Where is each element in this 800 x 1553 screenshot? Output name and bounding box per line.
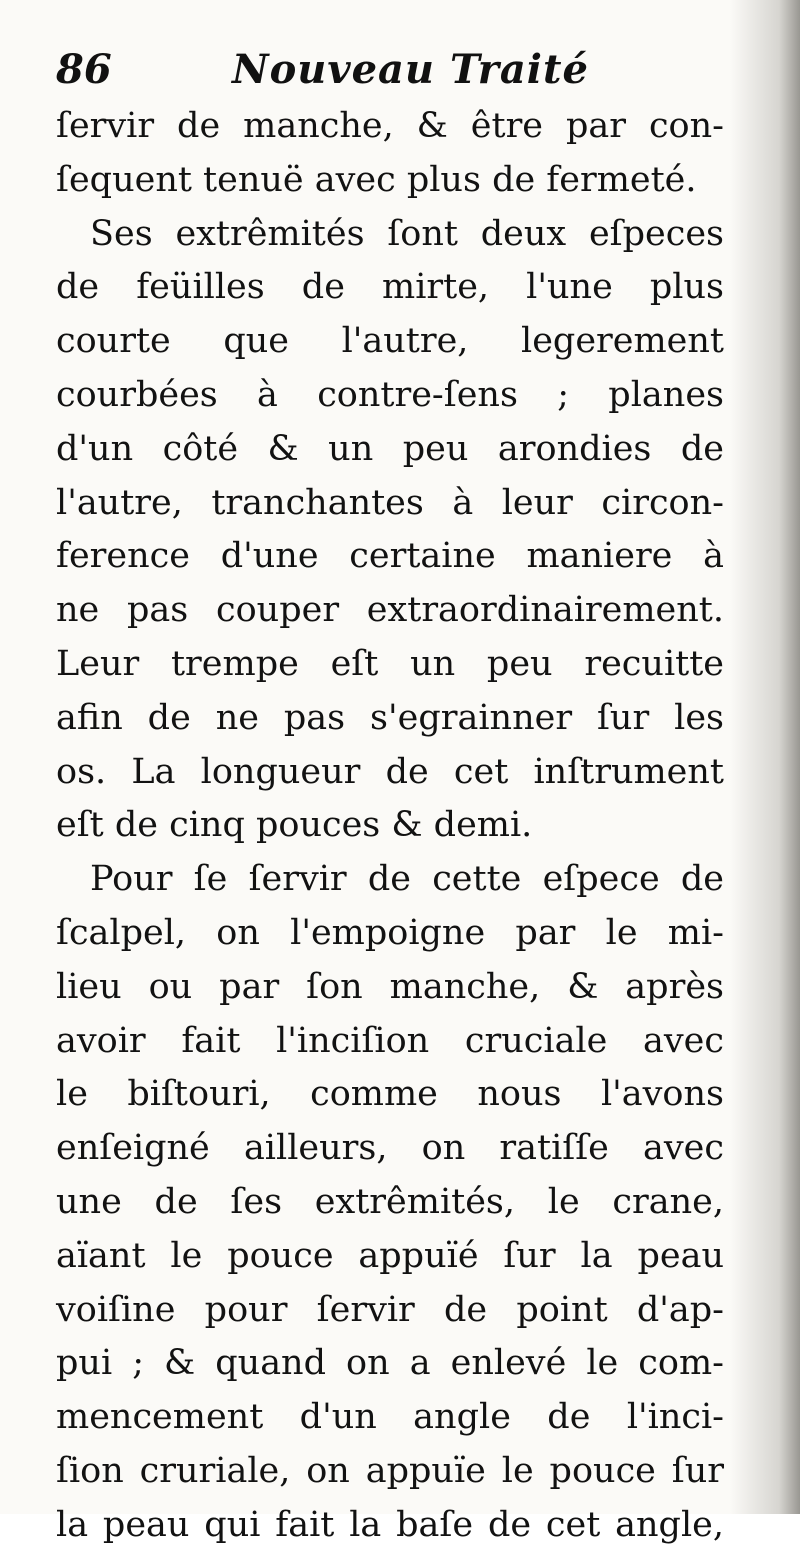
page-number: 86 [56,46,112,93]
text-line: la peau qui fait la baſe de cet angle, [56,1504,724,1545]
text-line: avoir fait l'inciſion cruciale avec [56,1020,724,1061]
text-line: Pour ſe ſervir de cette eſpece de [90,859,724,900]
text-line: ſion cruriale, on appuïe le pouce ſur [56,1450,724,1491]
text-line: courbées à contre-ſens ; planes [56,374,724,415]
text-line: d'un côté & un peu arondies de [56,428,724,469]
text-line: ne pas couper extraordinairement. [56,590,724,631]
text-line: ſcalpel, on l'empoigne par le mi- [56,912,724,953]
text-line: ference d'une certaine maniere à [56,536,724,577]
text-line: Leur trempe eſt un peu recuitte [56,643,724,684]
text-line: voiſine pour ſervir de point d'ap- [56,1289,724,1330]
body-text [56,100,724,1553]
text-line: ſervir de manche, & être par con- [56,106,724,146]
text-line: l'autre, tranchantes à leur circon- [56,482,724,523]
text-line: courte que l'autre, legerement [56,321,724,362]
text-line: lieu ou par ſon manche, & après [56,966,724,1007]
text-line: ſequent tenuë avec plus de fermeté. [56,159,697,200]
text-line: afin de ne pas s'egrainner ſur les [56,697,724,738]
text-line: pui ; & quand on a enlevé le com- [56,1343,724,1384]
text-line: mencement d'un angle de l'inci- [56,1397,724,1438]
text-line: une de ſes extrêmités, le crane, [56,1181,724,1222]
text-line: os. La longueur de cet inſtrument [56,751,724,792]
text-line: le biſtouri, comme nous l'avons [56,1074,724,1115]
running-title: Nouveau Traité [232,46,589,93]
text-line: de feüilles de mirte, l'une plus [56,267,724,308]
page-header [56,42,736,98]
text-line: Ses extrêmités ſont deux eſpeces [90,213,724,254]
text-line: aïant le pouce appuïé ſur la peau [56,1235,724,1276]
text-line: enſeigné ailleurs, on ratiſſe avec [56,1128,724,1169]
page-edge-shadow [730,0,800,1514]
text-line: eſt de cinq pouces & demi. [56,805,533,846]
